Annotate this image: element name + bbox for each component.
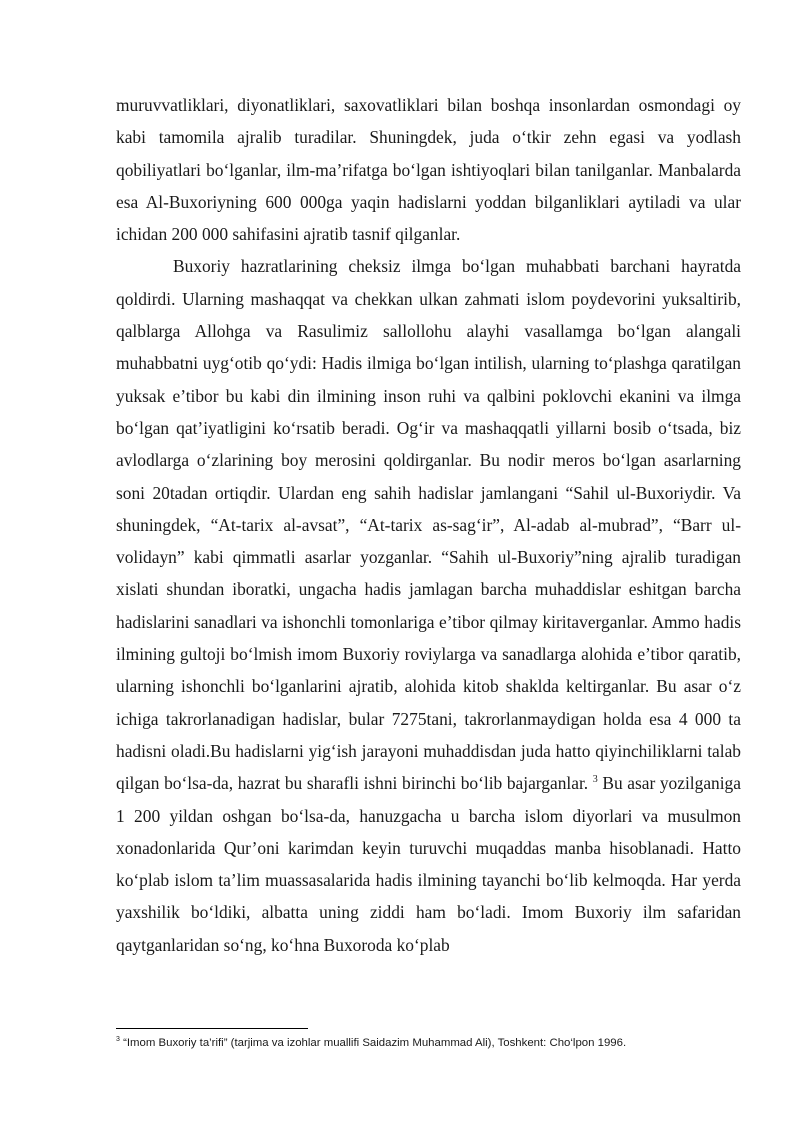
paragraph-2-text: Buxoriy hazratlarining cheksiz ilmga bo‘lgan muhabbati barchani hayratda qoldirdi. Ularning mashaqqat va chekkan ulkan zahmati islom poydevorini yuksaltirib, qalblarga Allohga va Rasulimiz sallollohu alayhi vasallamga bo‘lgan alangali muhabbatni uyg‘otib qo‘ydi: Hadis ilmiga bo‘lgan intilish, ularning to‘plashga qaratilgan yuksak e’tibor bu kabi din ilmining inson ruhi va qalbini poklovchi ekanini va ilmga bo‘lgan qat’iyatligini ko‘rsatib beradi. Og‘ir va mashaqqatli yillarni bosib o‘tsada, biz avlodlarga o‘zlarining boy merosini qoldirganlar. Bu nodir meros bo‘lgan asarlarning soni 20tadan ortiqdir. Ulardan eng sahih hadislar jamlangani “Sahil ul-Buxoriydir. Va shuningdek, “At-tarix al-avsat”, “At-tarix as-sag‘ir”, Al-adab al-mubrad”, “Barr ul-volidayn” kabi qimmatli asarlar yozganlar. “Sahih ul-Buxoriy”ning ajralib turadigan xislati shundan iboratki, ungacha hadis jamlagan barcha muhaddislar eshitgan barcha hadislarini sanadlari va ishonchli tomonlariga e’tibor qilmay kiritaverganlar. Ammo hadis ilmining gultoji bo‘lmish imom Buxoriy roviylarga va sanadlarga alohida e’tibor qaratib, ularning ishonchli bo‘lganlarini ajratib, alohida kitob shaklda keltirganlar. Bu asar o‘z ichiga takrorlanadigan hadislar, bular 7275tani, takrorlanmaydigan holda esa 4 000 ta hadisni oladi.Bu hadislarni yig‘ish jarayoni muhaddisdan juda hatto qiyinchiliklarni talab qilgan bo‘lsa-da, hazrat bu sharafli ishni birinchi bo‘lib bajarganlar. [116,256,741,794]
footnote-divider [116,1028,308,1029]
footnote [116,1036,756,1051]
paragraph-2-continuation: Bu asar yozilganiga 1 200 yildan oshgan bo‘lsa-da, hanuzgacha u barcha islom diyorlari va musulmon xonadonlarida Qur’oni karimdan keyin turuvchi muqaddas manba hisoblanadi. Hatto ko‘plab islom ta’lim muassasalarida hadis ilmining tayanchi bo‘lib kelmoqda. Har yerda yaxshilik bo‘ldiki, albatta uning ziddi ham bo‘ladi. Imom Buxoriy ilm safaridan qaytganlaridan so‘ng, ko‘hna Buxoroda ko‘plab [116,773,741,955]
footnote-number: 3 [116,1036,120,1044]
paragraph-2 [116,250,741,961]
footnote-text: “Imom Buxoriy ta’rifi” (tarjima va izohlar muallifi Saidazim Muhammad Ali), Toshkent: Cho‘lpon 1996. [119,1037,627,1049]
body-text [116,89,741,961]
paragraph-1: muruvvatliklari, diyonatliklari, saxovatliklari bilan boshqa insonlardan osmondagi oy kabi tamomila ajralib turadilar. Shuningdek, juda o‘tkir zehn egasi va yodlash qobiliyatlari bo‘lganlar, ilm-ma’rifatga bo‘lgan ishtiyoqlari bilan tanilganlar. Manbalarda esa Al-Buxoriyning 600 000ga yaqin hadislarni yoddan bilganliklari aytiladi va ular ichidan 200 000 sahifasini ajratib tasnif qilganlar. [116,95,741,245]
footnote-reference[interactable]: 3 [592,774,598,786]
